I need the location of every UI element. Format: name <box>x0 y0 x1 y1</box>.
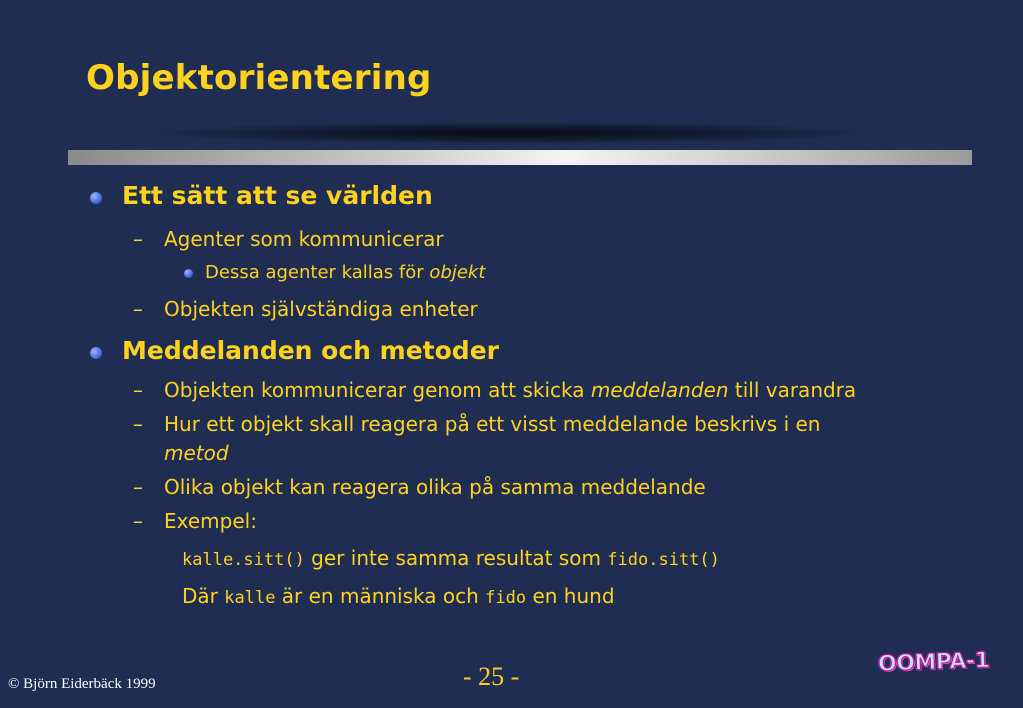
copyright: © Björn Eiderbäck 1999 <box>8 676 156 692</box>
example-text: Där <box>182 584 225 608</box>
sub-bullet-continuation <box>164 438 229 468</box>
slide-title: Objektorientering <box>86 58 432 98</box>
example-line <box>182 581 615 613</box>
sub-bullet <box>164 375 856 405</box>
sub-bullet: Objekten självständiga enheter <box>164 297 478 321</box>
course-logo: OOMPA-1 <box>877 648 990 677</box>
bullet-icon <box>90 347 102 359</box>
emphasis-text: meddelanden <box>590 378 729 402</box>
sub-sub-text: Dessa agenter kallas för <box>205 262 430 283</box>
sub-bullet: Olika objekt kan reagera olika på samma meddelande <box>164 475 706 499</box>
dash-icon: – <box>133 297 143 321</box>
dash-icon: – <box>133 378 143 402</box>
dash-icon: – <box>133 227 143 251</box>
bullet-icon <box>90 192 102 204</box>
bullet-heading: Ett sätt att se världen <box>122 181 433 210</box>
bullet-heading: Meddelanden och metoder <box>122 336 499 365</box>
sub-text: till varandra <box>728 378 857 402</box>
code-text: fido <box>485 588 527 608</box>
dash-icon: – <box>133 475 143 499</box>
sub-bullet: Hur ett objekt skall reagera på ett visst meddelande beskrivs i en <box>164 412 821 436</box>
title-shadow <box>150 122 870 144</box>
dash-icon: – <box>133 509 143 533</box>
sub-text: Objekten kommunicerar genom att skicka <box>164 378 591 402</box>
bullet-icon <box>184 269 193 278</box>
emphasis-text: objekt <box>429 262 486 283</box>
sub-sub-bullet <box>205 260 485 286</box>
sub-bullet: Agenter som kommunicerar <box>164 227 444 251</box>
page-number: - 25 - <box>463 662 520 691</box>
code-text: kalle.sitt() <box>182 550 305 570</box>
emphasis-text: metod <box>164 441 229 465</box>
example-line <box>182 543 720 575</box>
dash-icon: – <box>133 412 143 436</box>
code-text: kalle <box>224 588 276 608</box>
sub-bullet: Exempel: <box>164 509 257 533</box>
title-rule <box>68 150 972 165</box>
example-text: en hund <box>526 584 615 608</box>
example-text: ger inte samma resultat som <box>304 546 608 570</box>
code-text: fido.sitt() <box>607 550 720 570</box>
example-text: är en människa och <box>275 584 486 608</box>
